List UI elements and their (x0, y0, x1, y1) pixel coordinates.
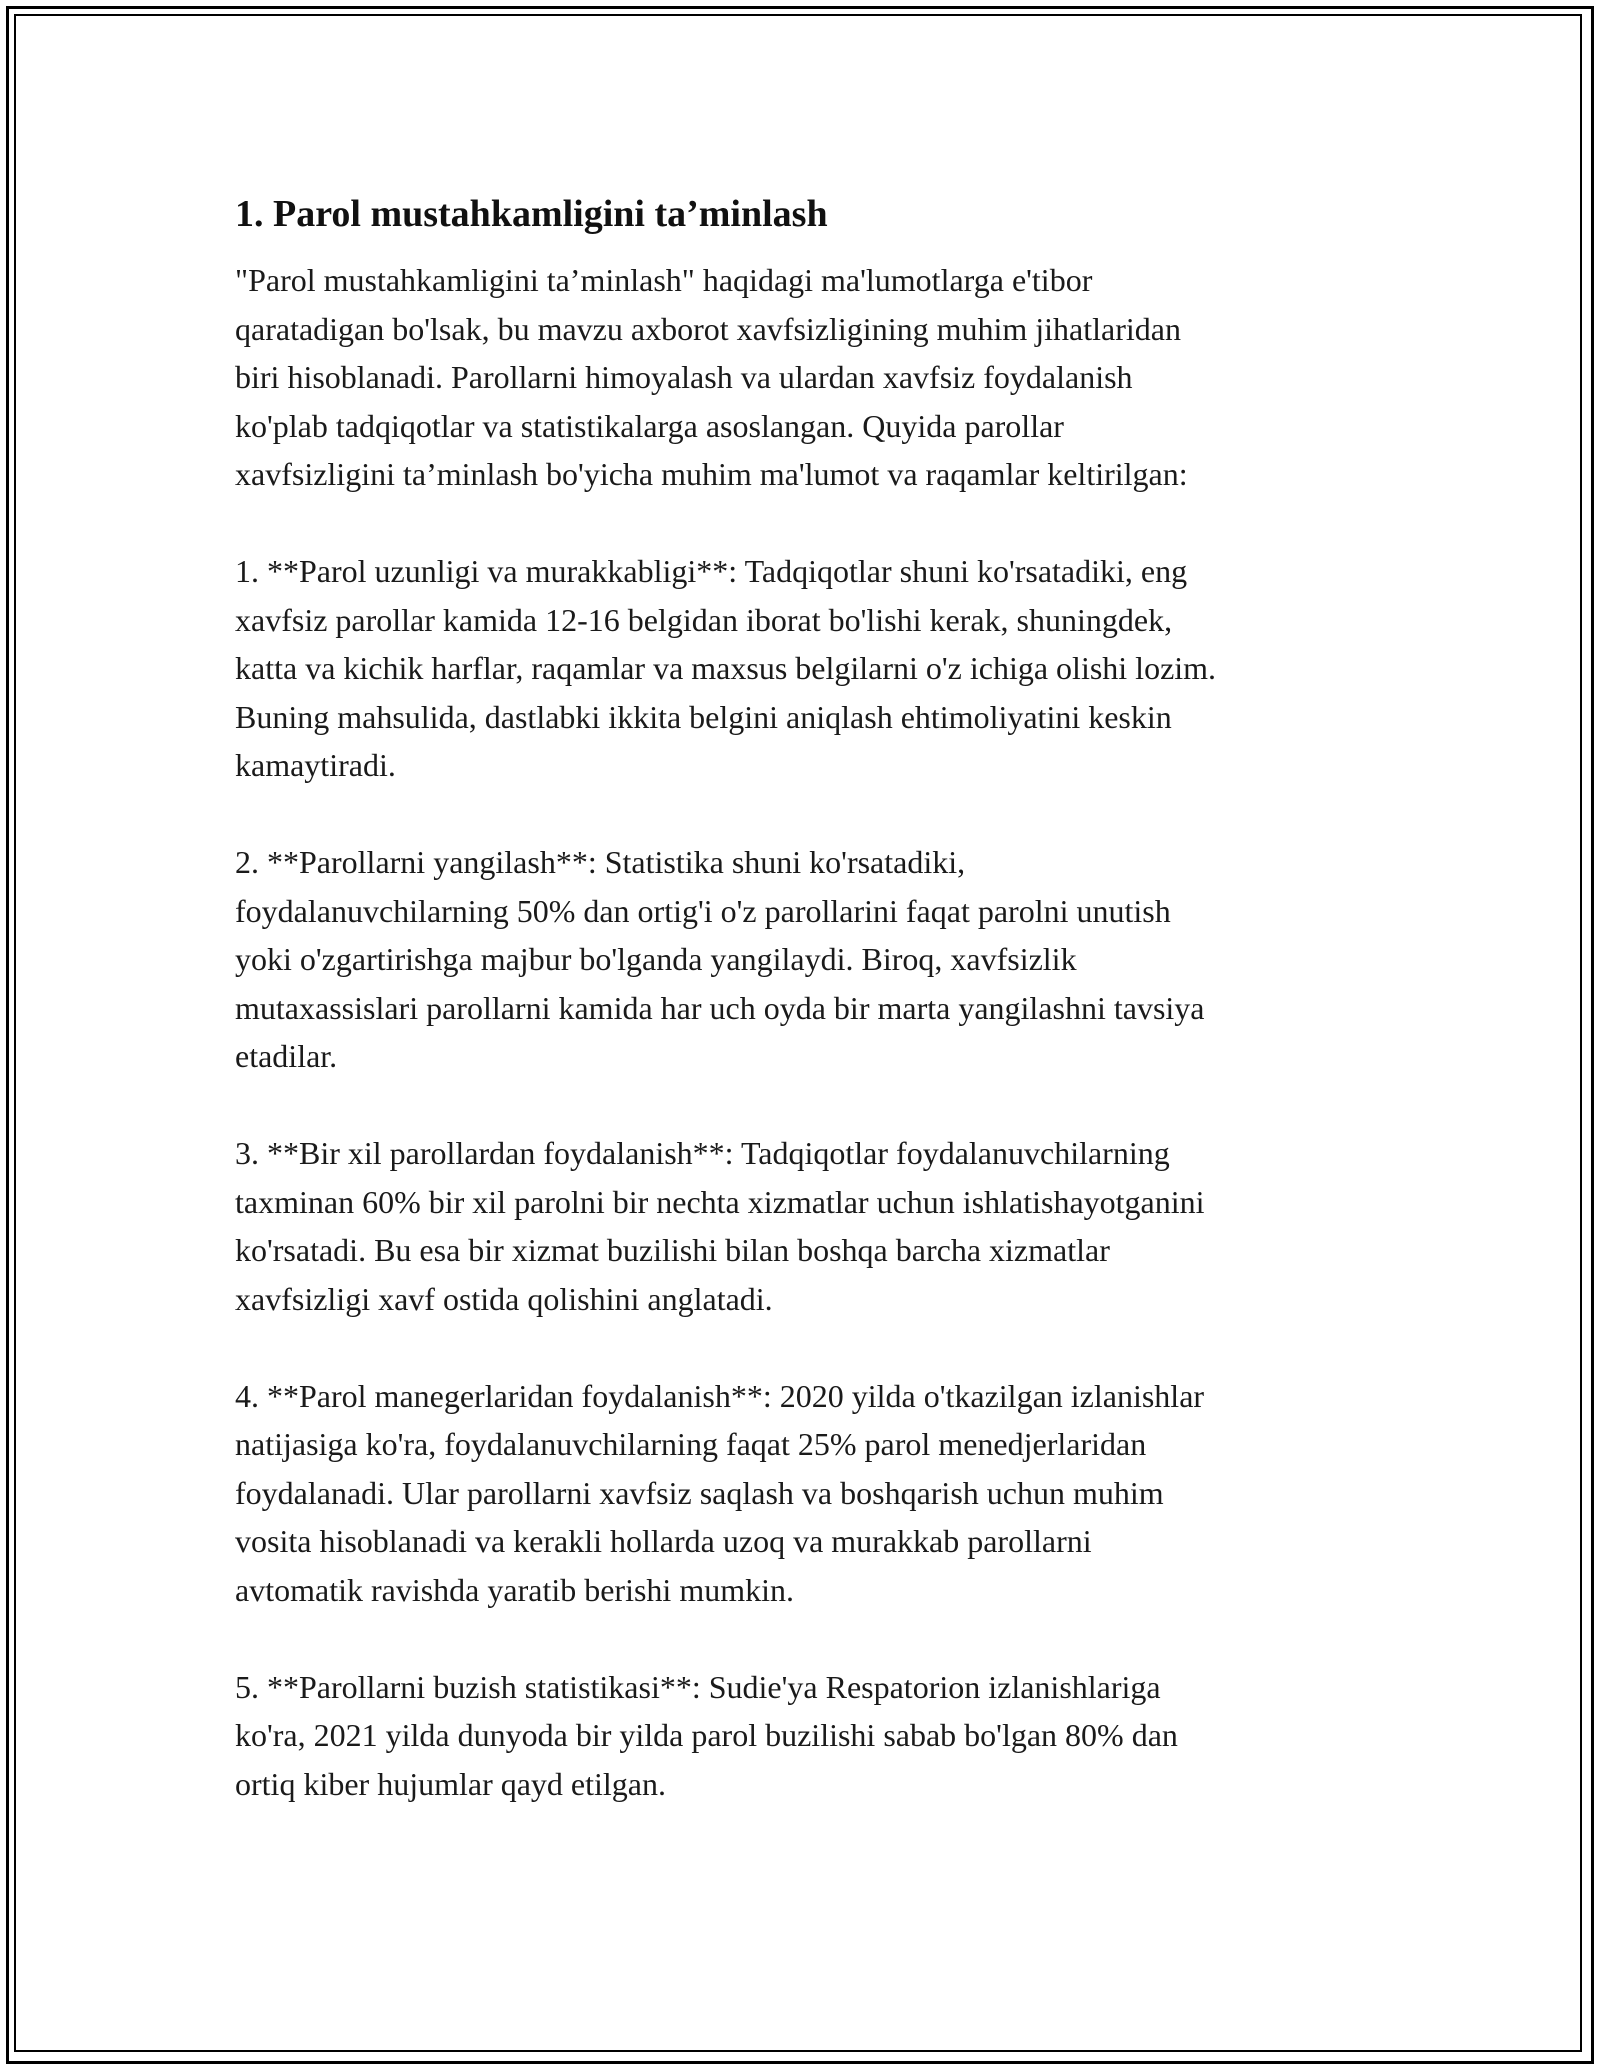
paragraph-line: biri hisoblanadi. Parollarni himoyalash va ulardan xavfsiz foydalanish (235, 359, 1133, 395)
paragraph-line: natijasiga ko'ra, foydalanuvchilarning faqat 25% parol menedjerlaridan (235, 1426, 1147, 1462)
point-1-paragraph (235, 547, 1385, 790)
paragraph-line: Buning mahsulida, dastlabki ikkita belgini aniqlash ehtimoliyatini keskin (235, 698, 1172, 735)
point-2-paragraph (235, 838, 1385, 1081)
paragraph-line: mutaxassislari parollarni kamida har uch oyda bir marta yangilashni tavsiya (235, 989, 1205, 1026)
paragraph-line: xavfsiz parollar kamida 12-16 belgidan iborat bo'lishi kerak, shuningdek, (235, 601, 1173, 638)
paragraph-line: 4. **Parol manegerlaridan foydalanish**: 2020 yilda o'tkazilgan izlanishlar (235, 1377, 1205, 1414)
point-3-paragraph (235, 1129, 1385, 1323)
paragraph-line: vosita hisoblanadi va kerakli hollarda uzoq va murakkab parollarni (235, 1523, 1092, 1559)
paragraph-line: ko'plab tadqiqotlar va statistikalarga asoslangan. Quyida parollar (235, 407, 1064, 444)
paragraph-line: yoki o'zgartirishga majbur bo'lganda yangilaydi. Biroq, xavfsizlik (235, 941, 1077, 977)
paragraph-line: 5. **Parollarni buzish statistikasi**: Sudie'ya Respatorion izlanishlariga (235, 1668, 1161, 1705)
paragraph-line: xavfsizligi xavf ostida qolishini anglatadi. (235, 1280, 773, 1317)
paragraph-line: foydalanadi. Ular parollarni xavfsiz saqlash va boshqarish uchun muhim (235, 1474, 1164, 1511)
intro-paragraph (235, 256, 1385, 499)
paragraph-line: taxminan 60% bir xil parolni bir nechta xizmatlar uchun ishlatishayotganini (235, 1183, 1205, 1220)
point-5-paragraph (235, 1663, 1385, 1809)
paragraph-line: ko'ra, 2021 yilda dunyoda bir yilda parol buzilishi sabab bo'lgan 80% dan (235, 1717, 1178, 1753)
paragraph-line: ortiq kiber hujumlar qayd etilgan. (235, 1765, 666, 1802)
paragraph-line: 3. **Bir xil parollardan foydalanish**: Tadqiqotlar foydalanuvchilarning (235, 1135, 1170, 1171)
paragraph-line: 1. **Parol uzunligi va murakkabligi**: Tadqiqotlar shuni ko'rsatadiki, eng (235, 553, 1188, 589)
paragraph-line: foydalanuvchilarning 50% dan ortig'i o'z parollarini faqat parolni unutish (235, 892, 1171, 929)
paragraph-line: 2. **Parollarni yangilash**: Statistika shuni ko'rsatadiki, (235, 844, 966, 880)
paragraph-line: ko'rsatadi. Bu esa bir xizmat buzilishi bilan boshqa barcha xizmatlar (235, 1232, 1110, 1268)
paragraph-line: katta va kichik harflar, raqamlar va maxsus belgilarni o'z ichiga olishi lozim. (235, 650, 1217, 686)
paragraph-line: "Parol mustahkamligini ta’minlash" haqidagi ma'lumotlarga e'tibor (235, 262, 1093, 298)
paragraph-line: avtomatik ravishda yaratib berishi mumkin. (235, 1571, 794, 1608)
document-body (235, 186, 1385, 1857)
paragraph-line: qaratadigan bo'lsak, bu mavzu axborot xavfsizligining muhim jihatlaridan (235, 310, 1181, 347)
paragraph-line: etadilar. (235, 1038, 338, 1074)
paragraph-line: xavfsizligini ta’minlash bo'yicha muhim ma'lumot va raqamlar keltirilgan: (235, 456, 1188, 492)
page-title: 1. Parol mustahkamligini ta’minlash (235, 193, 828, 235)
point-4-paragraph (235, 1372, 1385, 1615)
paragraph-line: kamaytiradi. (235, 747, 396, 783)
